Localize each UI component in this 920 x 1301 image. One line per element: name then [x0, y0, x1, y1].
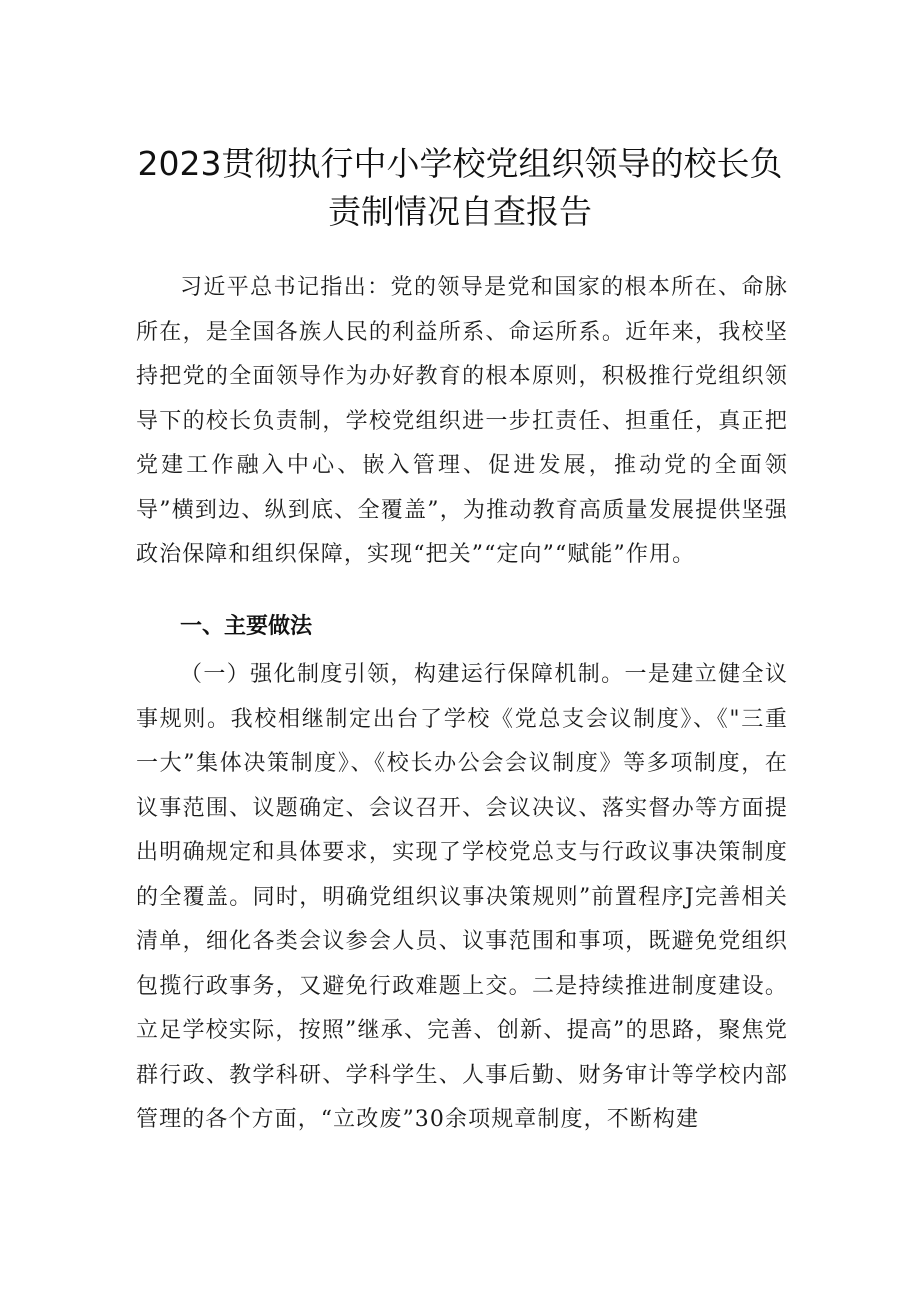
section-paragraph-system-guidance: （一）强化制度引领，构建运行保障机制。一是建立健全议事规则。我校相继制定出台了学校《党总支会议制度》、《"三重一大”集体决策制度》、《校长办公会会议制度》等多项制度，在议事范围、议题确定、会议召开、会议决议、落实督办等方面提出明确规定和具体要求，实现了学校党总支与行政议事决策制度的全覆盖。同时，明确党组织议事决策规则”前置程序J完善相关清单，细化各类会议参会人员、议事范围和事项，既避免党组织包揽行政事务，又避免行政难题上交。二是持续推进制度建设。立足学校实际，按照”继承、完善、创新、提高”的思路，聚焦党群行政、教学科研、学科学生、人事后勤、财务审计等学校内部管理的各个方面，“立改废”30余项规章制度，不断构建	[136, 662, 788, 1132]
report-title-line-1: 2023贯彻执行中小学校党组织领导的校长负	[137, 144, 783, 183]
section-heading-main-practices: 一、主要做法	[180, 614, 313, 639]
intro-paragraph: 习近平总书记指出：党的领导是党和国家的根本所在、命脉所在，是全国各族人民的利益所系、命运所系。近年来，我校坚持把党的全面领导作为办好教育的根本原则，积极推行党组织领导下的校长负责制，学校党组织进一步扛责任、担重任，真正把党建工作融入中心、嵌入管理、促进发展，推动党的全面领导”横到边、纵到底、全覆盖”，为推动教育高质量发展提供坚强政治保障和组织保障，实现“把关”“定向”“赋能”作用。	[136, 275, 788, 567]
report-title-line-2: 责制情况自查报告	[328, 192, 592, 231]
